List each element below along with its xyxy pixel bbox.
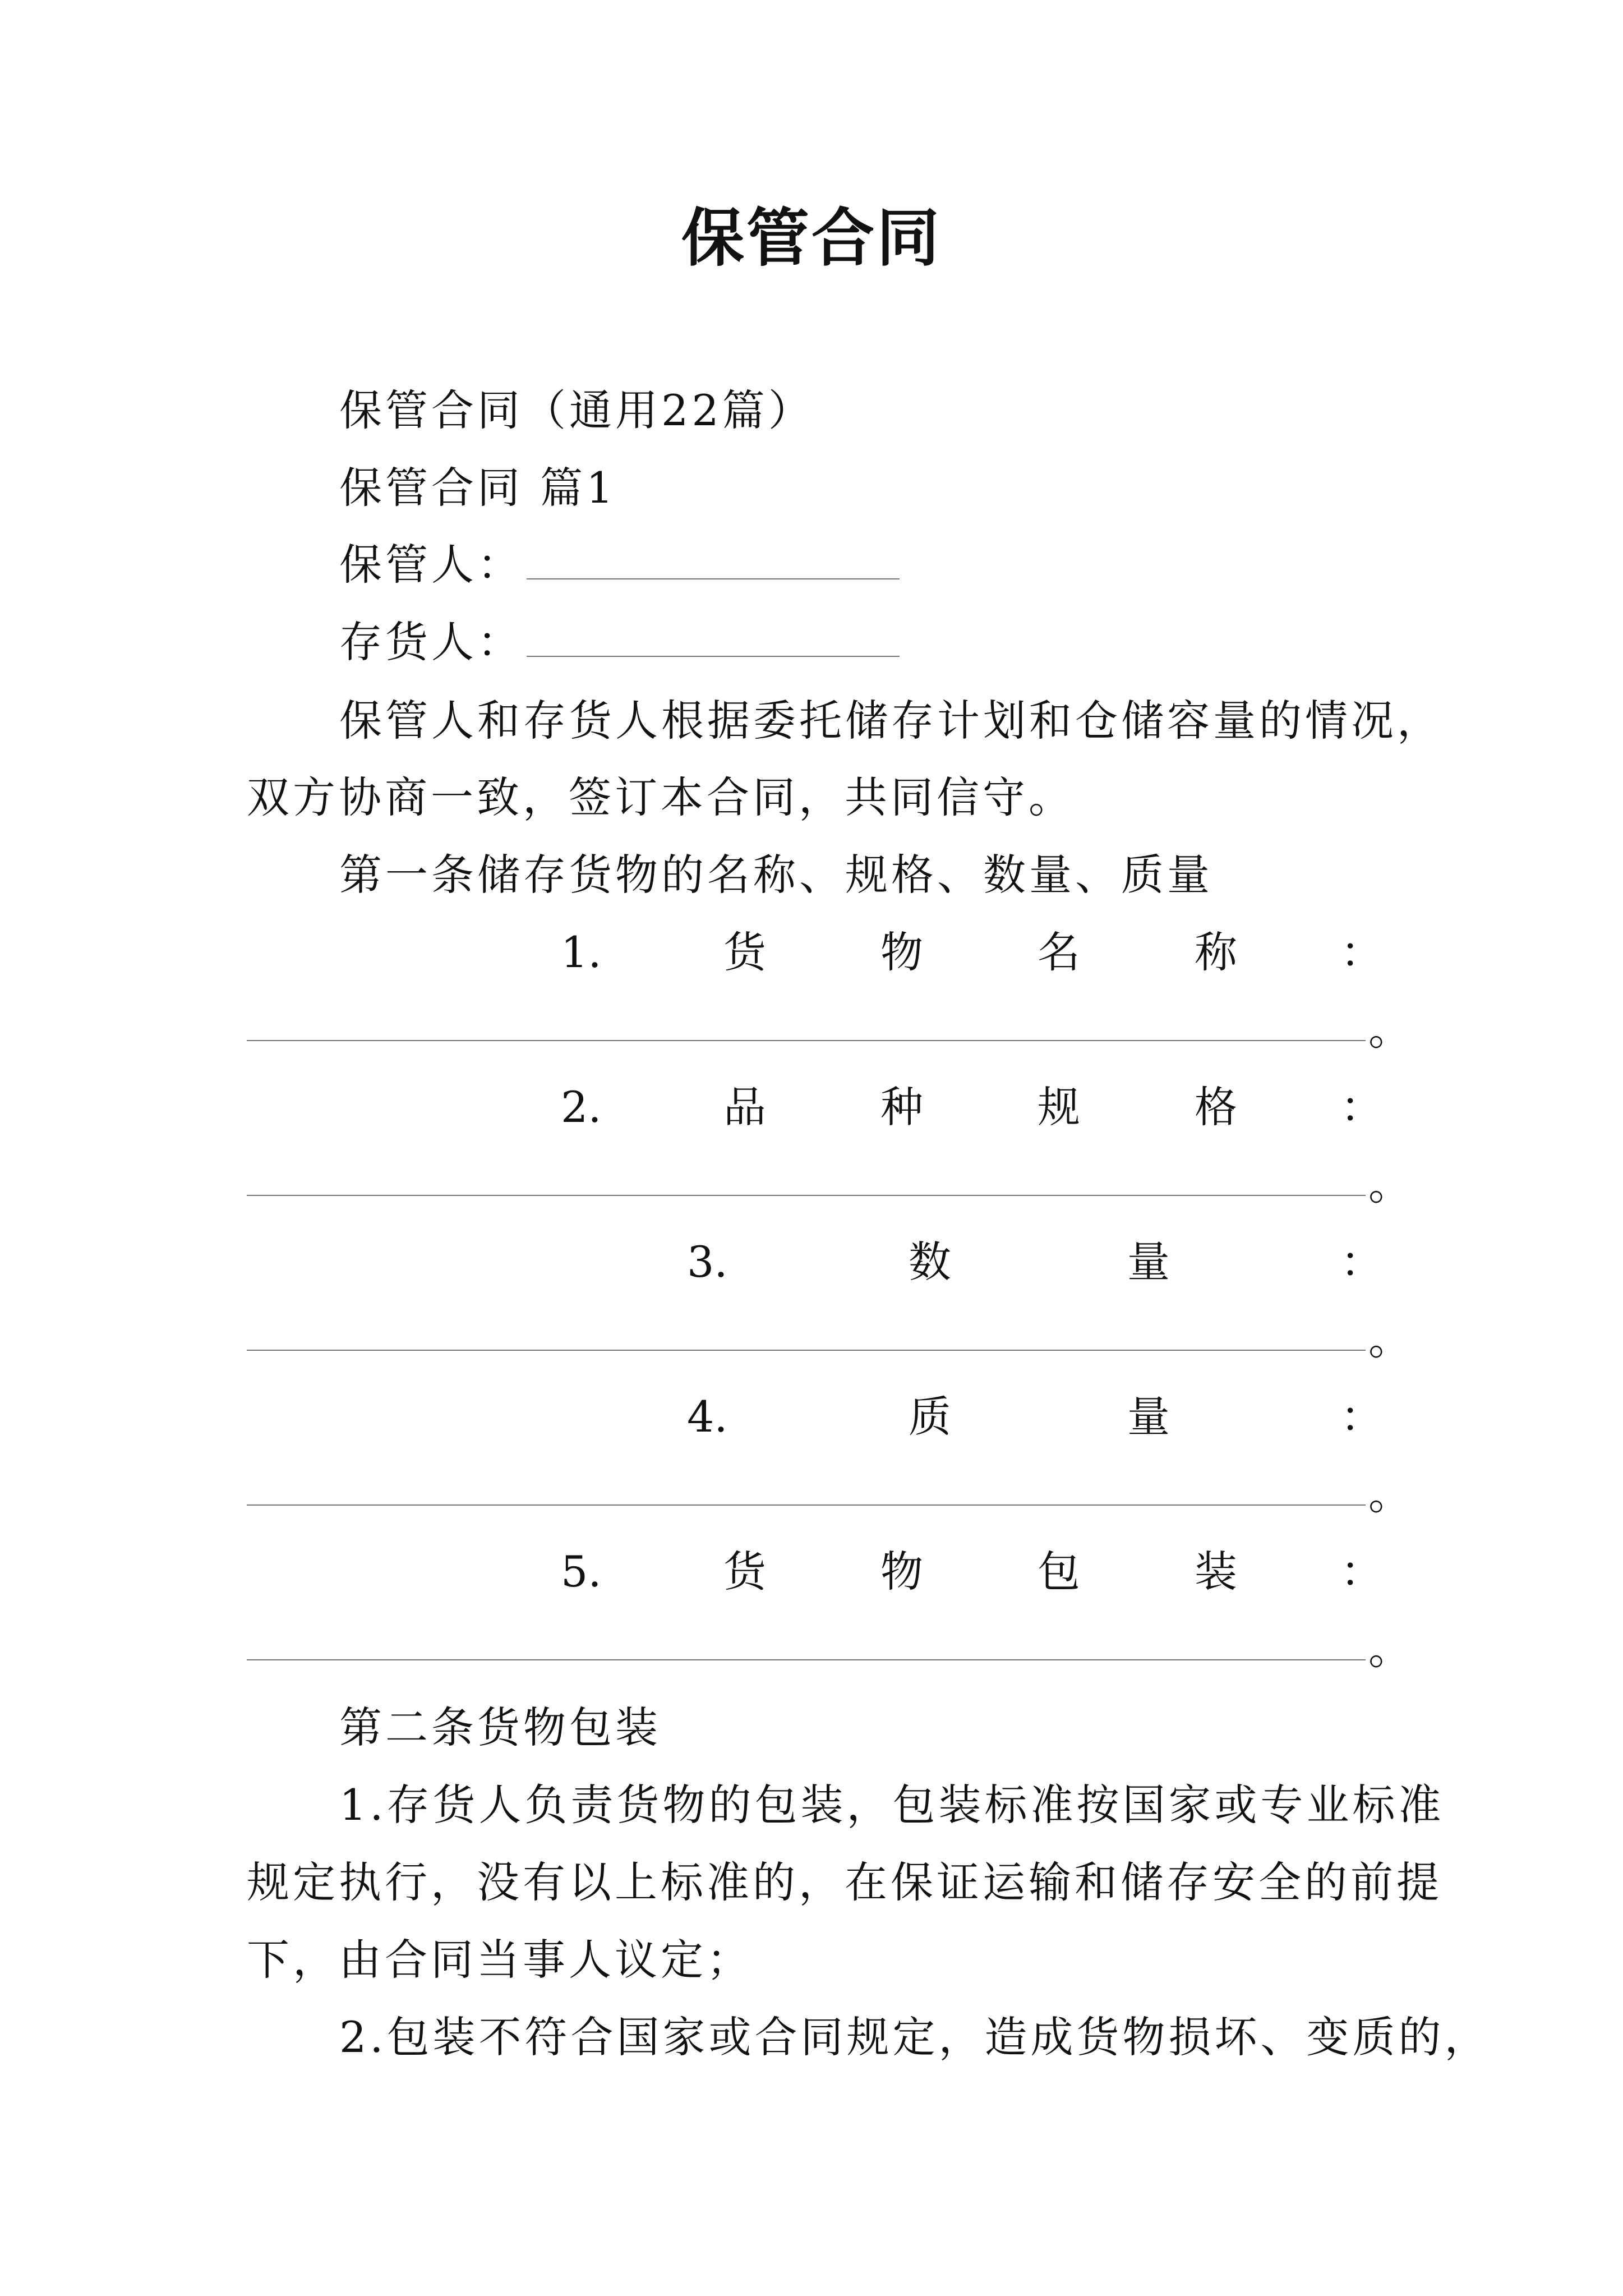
custodian-label: 保管人： [339, 540, 523, 590]
section-heading: 保管合同 篇1 [339, 463, 617, 513]
article2-p1-line-3: 下，由合同当事人议定； [247, 1935, 753, 1985]
item-char: 规 [1038, 1082, 1080, 1132]
item-colon: ： [1340, 1547, 1383, 1596]
item-3-label-row [247, 1234, 1383, 1290]
article2-p2-line-1: 2.包装不符合国家或合同规定，造成货物损坏、变质的， [339, 2012, 1491, 2062]
item-number: 3. [687, 1237, 728, 1287]
article2-p1-line-1: 1.存货人负责货物的包装，包装标准按国家或专业标准 [339, 1780, 1445, 1830]
item-5-fill-row [247, 1621, 1411, 1677]
item-5-label-row [247, 1544, 1383, 1600]
fill-end-mark: 。 [1368, 1159, 1411, 1209]
intro-line-1: 保管人和存货人根据委托储存计划和仓储容量的情况， [339, 696, 1443, 746]
item-3-fill-row [247, 1312, 1411, 1368]
item-char: 数 [909, 1237, 951, 1287]
item-number: 1. [561, 927, 602, 977]
item-1-fill-row [247, 1002, 1411, 1058]
article1-heading: 第一条储存货物的名称、规格、数量、质量 [339, 850, 1213, 900]
item-char: 称 [1195, 927, 1237, 977]
item-colon: ： [1340, 1237, 1383, 1287]
item-char: 物 [880, 1547, 923, 1596]
item-2-label-row [247, 1079, 1383, 1135]
item-char: 名 [1038, 927, 1080, 977]
article2-heading: 第二条货物包装 [339, 1703, 661, 1752]
depositor-field [339, 614, 900, 670]
item-char: 格 [1195, 1082, 1237, 1132]
item-char: 质 [909, 1392, 951, 1442]
custodian-field [339, 537, 900, 593]
item-char: 品 [723, 1082, 766, 1132]
item-char: 量 [1127, 1392, 1170, 1442]
item-colon: ： [1340, 927, 1383, 977]
depositor-blank [527, 655, 900, 657]
item-colon: ： [1340, 1392, 1383, 1442]
item-1-label-row [247, 924, 1383, 981]
item-char: 货 [723, 1547, 766, 1596]
depositor-label: 存货人： [339, 617, 523, 667]
document-subtitle: 保管合同（通用22篇） [339, 385, 814, 435]
fill-blank [247, 1040, 1366, 1041]
item-number: 4. [687, 1392, 728, 1442]
item-4-label-row [247, 1389, 1383, 1445]
item-char: 包 [1038, 1547, 1080, 1596]
item-number: 2. [561, 1082, 602, 1132]
intro-line-2: 双方协商一致，签订本合同，共同信守。 [247, 772, 1075, 822]
item-number: 5. [561, 1547, 602, 1596]
document-title: 保管合同 [681, 201, 942, 275]
item-2-fill-row [247, 1157, 1411, 1213]
item-4-fill-row [247, 1466, 1411, 1522]
fill-blank [247, 1659, 1366, 1660]
fill-end-mark: 。 [1368, 1314, 1411, 1364]
fill-blank [247, 1504, 1366, 1506]
fill-blank [247, 1195, 1366, 1196]
item-char: 量 [1127, 1237, 1170, 1287]
item-char: 装 [1195, 1547, 1237, 1596]
fill-end-mark: 。 [1368, 1005, 1411, 1055]
item-char: 种 [880, 1082, 923, 1132]
fill-end-mark: 。 [1368, 1624, 1411, 1674]
article2-p1-line-2: 规定执行，没有以上标准的，在保证运输和储存安全的前提 [247, 1857, 1442, 1907]
item-char: 物 [880, 927, 923, 977]
item-char: 货 [723, 927, 766, 977]
custodian-blank [527, 577, 900, 579]
item-colon: ： [1340, 1082, 1383, 1132]
fill-blank [247, 1350, 1366, 1351]
fill-end-mark: 。 [1368, 1469, 1411, 1519]
